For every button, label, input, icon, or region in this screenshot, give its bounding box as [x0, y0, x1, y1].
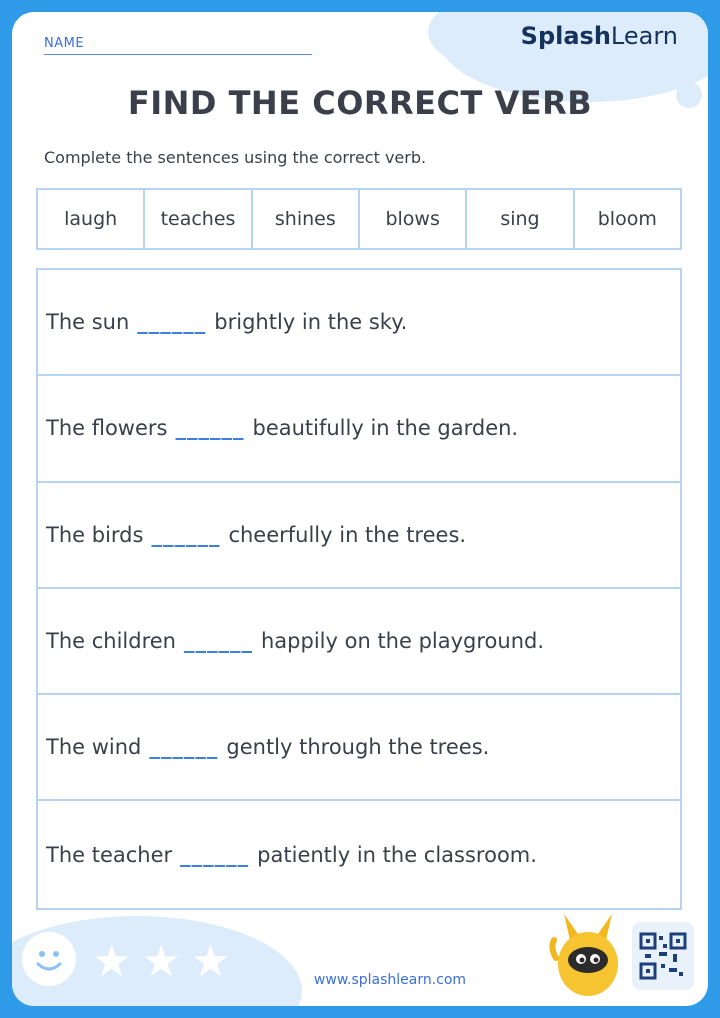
- worksheet-page: [12, 12, 708, 1006]
- sentence-start: The sun: [46, 310, 130, 335]
- page-title: FIND THE CORRECT VERB: [127, 84, 593, 122]
- sentence-end: brightly in the sky.: [214, 310, 408, 335]
- sentence-row: [38, 483, 680, 589]
- sentence-row: [38, 589, 680, 695]
- word-bank-item: shines: [253, 190, 360, 248]
- mascot-character-icon: [548, 910, 628, 1000]
- name-label: NAME: [44, 36, 85, 51]
- instruction-text: Complete the sentences using the correct verb.: [44, 148, 427, 167]
- sentence-start: The wind: [46, 735, 142, 760]
- answer-blank[interactable]: ______: [137, 310, 207, 335]
- sentence-end: patiently in the classroom.: [257, 842, 537, 867]
- sentence-start: The birds: [46, 522, 144, 547]
- word-bank-item: teaches: [145, 190, 252, 248]
- sentence-end: cheerfully in the trees.: [228, 522, 467, 547]
- sentence-start: The children: [46, 629, 176, 654]
- answer-blank[interactable]: ______: [149, 735, 219, 760]
- name-input-line[interactable]: [44, 54, 312, 55]
- word-bank: [36, 188, 682, 250]
- sentence-row: [38, 376, 680, 482]
- word-bank-item: laugh: [38, 190, 145, 248]
- sentence-end: beautifully in the garden.: [252, 416, 519, 441]
- star-icon: ★: [141, 936, 181, 987]
- answer-blank[interactable]: ______: [151, 522, 221, 547]
- sentence-row: [38, 270, 680, 376]
- answer-blank[interactable]: ______: [175, 416, 245, 441]
- word-bank-item: sing: [467, 190, 574, 248]
- sentence-row: [38, 801, 680, 907]
- sentence-end: gently through the trees.: [226, 735, 490, 760]
- word-bank-item: bloom: [597, 208, 657, 230]
- sentence-start: The teacher: [46, 842, 173, 867]
- brand-bold: Splash: [520, 22, 611, 50]
- star-icon: ★: [190, 936, 231, 987]
- answer-blank[interactable]: ______: [180, 842, 250, 867]
- sentence-start: The flowers: [46, 416, 168, 441]
- website-link[interactable]: www.splashlearn.com: [313, 972, 467, 988]
- sentence-list: [36, 268, 682, 910]
- sentence-row: [38, 695, 680, 801]
- answer-blank[interactable]: ______: [184, 629, 253, 654]
- decorative-bubble: [432, 32, 446, 46]
- sentence-end: happily on the playground.: [261, 629, 545, 654]
- star-icon: ★: [92, 936, 132, 987]
- qr-code-icon: [632, 922, 694, 990]
- brand-light: Learn: [610, 22, 678, 50]
- brand-logo: [521, 22, 678, 50]
- word-bank-item: blows: [360, 190, 467, 248]
